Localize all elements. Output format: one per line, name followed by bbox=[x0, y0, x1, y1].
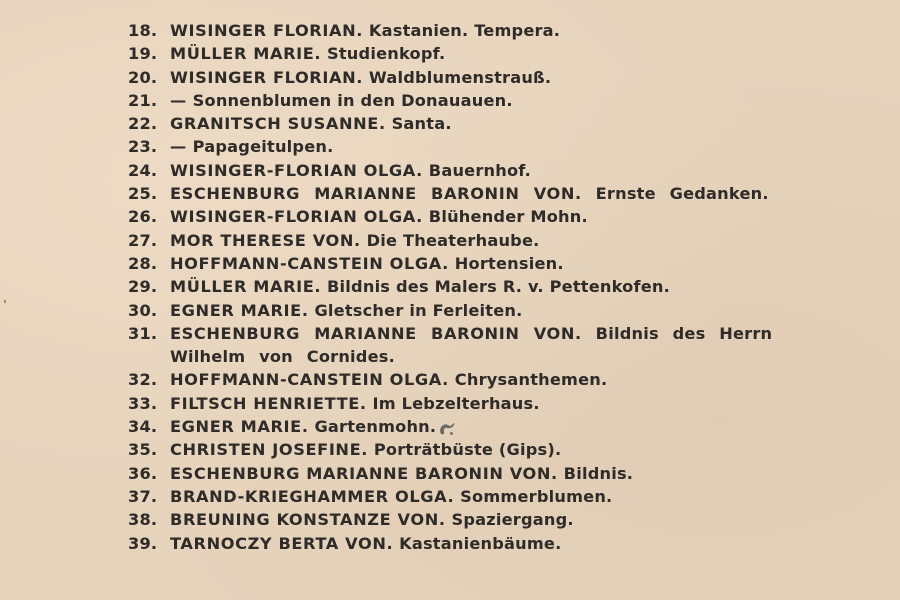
entry-number: 30. bbox=[128, 300, 158, 320]
entry-title: Studienkopf. bbox=[327, 44, 446, 64]
entry-number: 20. bbox=[128, 67, 158, 87]
entry-number: 35. bbox=[128, 440, 158, 460]
entry-artist: MÜLLER MARIE. bbox=[170, 44, 322, 64]
entry-title: Blühender Mohn. bbox=[428, 207, 588, 227]
entry-title: Hortensien. bbox=[454, 253, 564, 273]
entry-artist: — bbox=[170, 90, 187, 110]
catalogue-entry-39 bbox=[128, 532, 808, 555]
entry-title: Bauernhof. bbox=[428, 160, 532, 180]
entry-number: 26. bbox=[128, 207, 158, 227]
catalogue-entry-27 bbox=[128, 229, 808, 252]
entry-artist: MOR THERESE VON. bbox=[170, 230, 361, 250]
catalogue-entry-33 bbox=[128, 392, 808, 415]
paper-speck bbox=[4, 300, 6, 303]
entry-number: 37. bbox=[128, 486, 158, 506]
catalogue-entry-34 bbox=[128, 415, 808, 438]
entry-number: 36. bbox=[128, 463, 158, 483]
entry-number: 32. bbox=[128, 370, 158, 390]
entry-title: Kastanienbäume. bbox=[399, 533, 562, 553]
entry-title: Bildnis des Malers R. v. Pettenkofen. bbox=[327, 277, 670, 297]
entry-title: Santa. bbox=[391, 114, 452, 134]
catalogue-entry-35 bbox=[128, 438, 808, 461]
entry-title: Papageitulpen. bbox=[192, 137, 334, 157]
entry-artist: FILTSCH HENRIETTE. bbox=[170, 393, 367, 413]
catalogue-entry-25 bbox=[128, 182, 808, 205]
catalogue-entry-21 bbox=[128, 89, 808, 112]
entry-title: Kastanien. Tempera. bbox=[368, 21, 561, 40]
catalogue-entry-26 bbox=[128, 205, 808, 228]
entry-artist: MÜLLER MARIE. bbox=[170, 277, 322, 297]
entry-title: Gletscher in Ferleiten. bbox=[314, 300, 523, 320]
catalogue-entry-28 bbox=[128, 252, 808, 275]
entry-title: Sonnenblumen in den Donauauen. bbox=[192, 90, 513, 110]
entry-artist: GRANITSCH SUSANNE. bbox=[170, 114, 386, 134]
entry-title: Chrysanthemen. bbox=[454, 370, 608, 390]
entry-number: 22. bbox=[128, 114, 158, 134]
entry-artist: EGNER MARIE. bbox=[170, 417, 309, 437]
entry-artist: EGNER MARIE. bbox=[170, 300, 309, 320]
entry-title: Die Theaterhaube. bbox=[366, 230, 540, 250]
catalogue-entry-19 bbox=[128, 42, 808, 65]
entry-artist: BRAND-KRIEGHAMMER OLGA. bbox=[170, 486, 455, 506]
catalogue-entry-31 bbox=[128, 322, 808, 369]
entry-number: 31. bbox=[128, 323, 158, 343]
entry-artist: WISINGER FLORIAN. bbox=[170, 67, 364, 87]
entry-title: Porträtbüste (Gips). bbox=[373, 440, 562, 460]
entry-number: 33. bbox=[128, 393, 158, 413]
entry-number: 34. bbox=[128, 417, 158, 437]
entry-artist: — bbox=[170, 137, 187, 157]
catalogue-entry-22 bbox=[128, 112, 808, 135]
entry-number: 28. bbox=[128, 253, 158, 273]
catalogue-entry-32 bbox=[128, 368, 808, 391]
catalogue-entry-18 bbox=[128, 19, 808, 42]
entry-artist: BREUNING KONSTANZE VON. bbox=[170, 510, 446, 530]
entry-artist: HOFFMANN-CANSTEIN OLGA. bbox=[170, 370, 449, 390]
entry-number: 29. bbox=[128, 277, 158, 297]
entry-number: 38. bbox=[128, 510, 158, 530]
entry-number: 19. bbox=[128, 44, 158, 64]
entry-title: Ernste Gedanken. bbox=[595, 184, 769, 204]
entry-number: 23. bbox=[128, 137, 158, 157]
entry-artist: WISINGER-FLORIAN OLGA. bbox=[170, 160, 423, 180]
catalogue-entry-24 bbox=[128, 159, 808, 182]
catalogue-entry-37 bbox=[128, 485, 808, 508]
entry-title: Gartenmohn. bbox=[314, 417, 437, 437]
entry-artist: ESCHENBURG MARIANNE BARONIN VON. bbox=[170, 463, 558, 483]
entry-number: 39. bbox=[128, 533, 158, 553]
entry-number: 21. bbox=[128, 90, 158, 110]
entry-artist: TARNOCZY BERTA VON. bbox=[170, 533, 394, 553]
catalogue-entry-36 bbox=[128, 462, 808, 485]
catalogue-entry-20 bbox=[128, 66, 808, 89]
entry-artist: CHRISTEN JOSEFINE. bbox=[170, 440, 368, 460]
entry-title: Im Lebzelterhaus. bbox=[372, 393, 540, 413]
entry-number: 18. bbox=[128, 21, 158, 40]
catalogue-entry-30 bbox=[128, 299, 808, 322]
catalogue-entry-23 bbox=[128, 135, 808, 158]
catalogue-entry-38 bbox=[128, 508, 808, 531]
catalogue-entry-29 bbox=[128, 275, 808, 298]
entry-number: 27. bbox=[128, 230, 158, 250]
entry-artist: WISINGER-FLORIAN OLGA. bbox=[170, 207, 423, 227]
entry-title: Bildnis des Herrn Wilhelm von Cornides. bbox=[170, 323, 773, 367]
entry-artist: ESCHENBURG MARIANNE BARONIN VON. bbox=[170, 184, 582, 204]
entry-artist: ESCHENBURG MARIANNE BARONIN VON. bbox=[170, 323, 582, 343]
entry-title: Bildnis. bbox=[563, 463, 634, 483]
entry-number: 24. bbox=[128, 160, 158, 180]
entry-title: Spaziergang. bbox=[451, 510, 574, 530]
entry-artist: WISINGER FLORIAN. bbox=[170, 21, 364, 40]
entry-title: Sommerblumen. bbox=[460, 486, 613, 506]
entry-title: Waldblumenstrauß. bbox=[368, 67, 552, 87]
entry-artist: HOFFMANN-CANSTEIN OLGA. bbox=[170, 253, 449, 273]
entry-number: 25. bbox=[128, 184, 158, 204]
ink-blot-icon bbox=[438, 419, 456, 437]
catalogue-list bbox=[128, 19, 808, 555]
